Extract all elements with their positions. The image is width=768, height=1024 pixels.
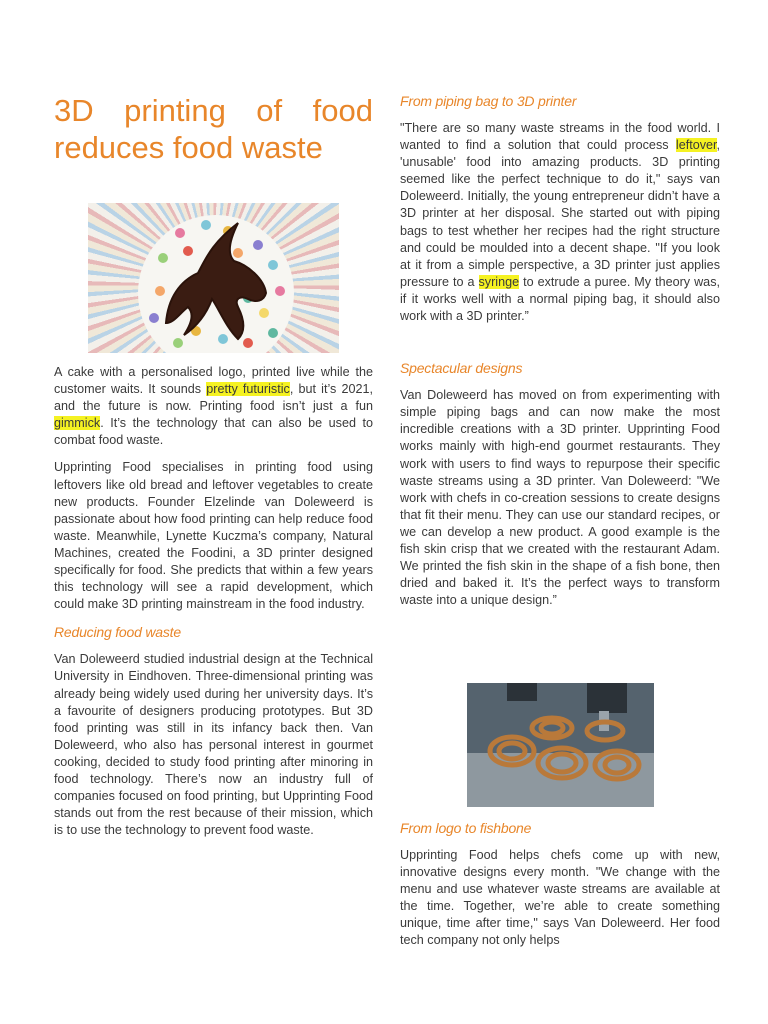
piping-bag-paragraph: [400, 120, 720, 325]
highlighted-text: pretty futuristic: [206, 382, 290, 397]
right-column-bottom: [400, 819, 720, 950]
article-title: [54, 92, 373, 166]
intro-paragraph: [54, 364, 373, 449]
reducing-food-waste-paragraph: Van Doleweerd studied industrial design at the Technical University in Eindhoven. Three-dimensional printing was already being widely used during her university days. It’s a favourite of designers producing prototypes. But 3D food printing was still in its infancy back then. Van Doleweerd, who also has personal interest in gourmet cooking, decided to study food printing after minoring in food technology. There’s now an industry full of companies focused on food printing, but Upprinting Food stands out from the rest because of their mission, which is to use the technology to prevent food waste.: [54, 652, 373, 838]
left-column: [54, 364, 373, 839]
reducing-food-waste-heading: Reducing food waste: [54, 624, 181, 641]
text-run: "There are so many waste streams in the food world. I wanted to find a solution that could process: [400, 121, 720, 153]
upprinting-paragraph: Upprinting Food specialises in printing food using leftovers like old bread and leftover vegetables to create new products. Founder Elzelinde van Doleweerd is passionate about how food printing can help reduce food waste. Meanwhile, Lynette Kuczma’s company, Natural Machines, created the Foodini, a 3D printer designed specifically for food. She predicts that within a few years this technology will see a rapid development, which could make 3D printing mainstream in the food industry.: [54, 460, 373, 612]
highlighted-text: gimmick: [54, 416, 101, 431]
piping-bag-heading: From piping bag to 3D printer: [400, 93, 577, 109]
text-run: . It’s the technology that can also be used to combat food waste.: [54, 416, 373, 448]
title-line-1: 3D printing of food: [54, 93, 373, 128]
unicorn-logo-cake-photo: [88, 203, 339, 353]
title-line-2: reduces food waste: [54, 130, 323, 165]
spectacular-designs-paragraph: Van Doleweerd has moved on from experimenting with simple piping bags and can now make the most incredible creations with a 3D printer. Upprinting Food works mainly with high-end gourmet restaurants. They work with users to find ways to repurpose their specific waste streams using a 3D printer. Van Doleweerd: "We work with chefs in co-creation sessions to create designs that fit their menu. They can use our standard recipes, or we can develop a new product. A good example is the fish skin crisp that we created with the restaurant Adam. We printed the fish skin in the shape of a fish bone, then dried and baked it. It’s the perfect ways to transform waste into a unique design.”: [400, 388, 720, 608]
right-column: [400, 92, 720, 609]
text-run: , 'unusable' food into amazing products. 3D printing seemed like the perfect technique to do it," says van Doleweerd. Initially, the young entrepreneur didn’t have a 3D printer at her disposal. She started out with piping bags to test whether her recipes had the right structure and could be moulded into a decent shape. "If you look at it from a simple perspective, a 3D printer just applies pressure to a: [400, 138, 720, 289]
3d-printed-spiral-snacks-photo: [467, 683, 654, 807]
highlighted-text: leftover: [675, 138, 717, 153]
text-run: A cake with a personalised logo, printed live while the customer waits. It sounds: [54, 365, 373, 397]
logo-to-fishbone-paragraph: Upprinting Food helps chefs come up with new, innovative designs every month. "We change with the menu and use whatever waste streams are available at the time. Together, we’re able to create something unique, time after time," says Van Doleweerd. Her food tech company not only helps: [400, 848, 720, 948]
spectacular-designs-heading: Spectacular designs: [400, 360, 523, 377]
text-run: , but it’s 2021, and the future is now. Printing food isn’t just a fun: [54, 382, 373, 414]
text-run: to extrude a puree. My theory was, if it works well with a normal piping bag, it should also work with a 3D printer.”: [400, 274, 720, 324]
logo-to-fishbone-heading: From logo to fishbone: [400, 820, 532, 836]
highlighted-text: syringe: [478, 274, 520, 289]
